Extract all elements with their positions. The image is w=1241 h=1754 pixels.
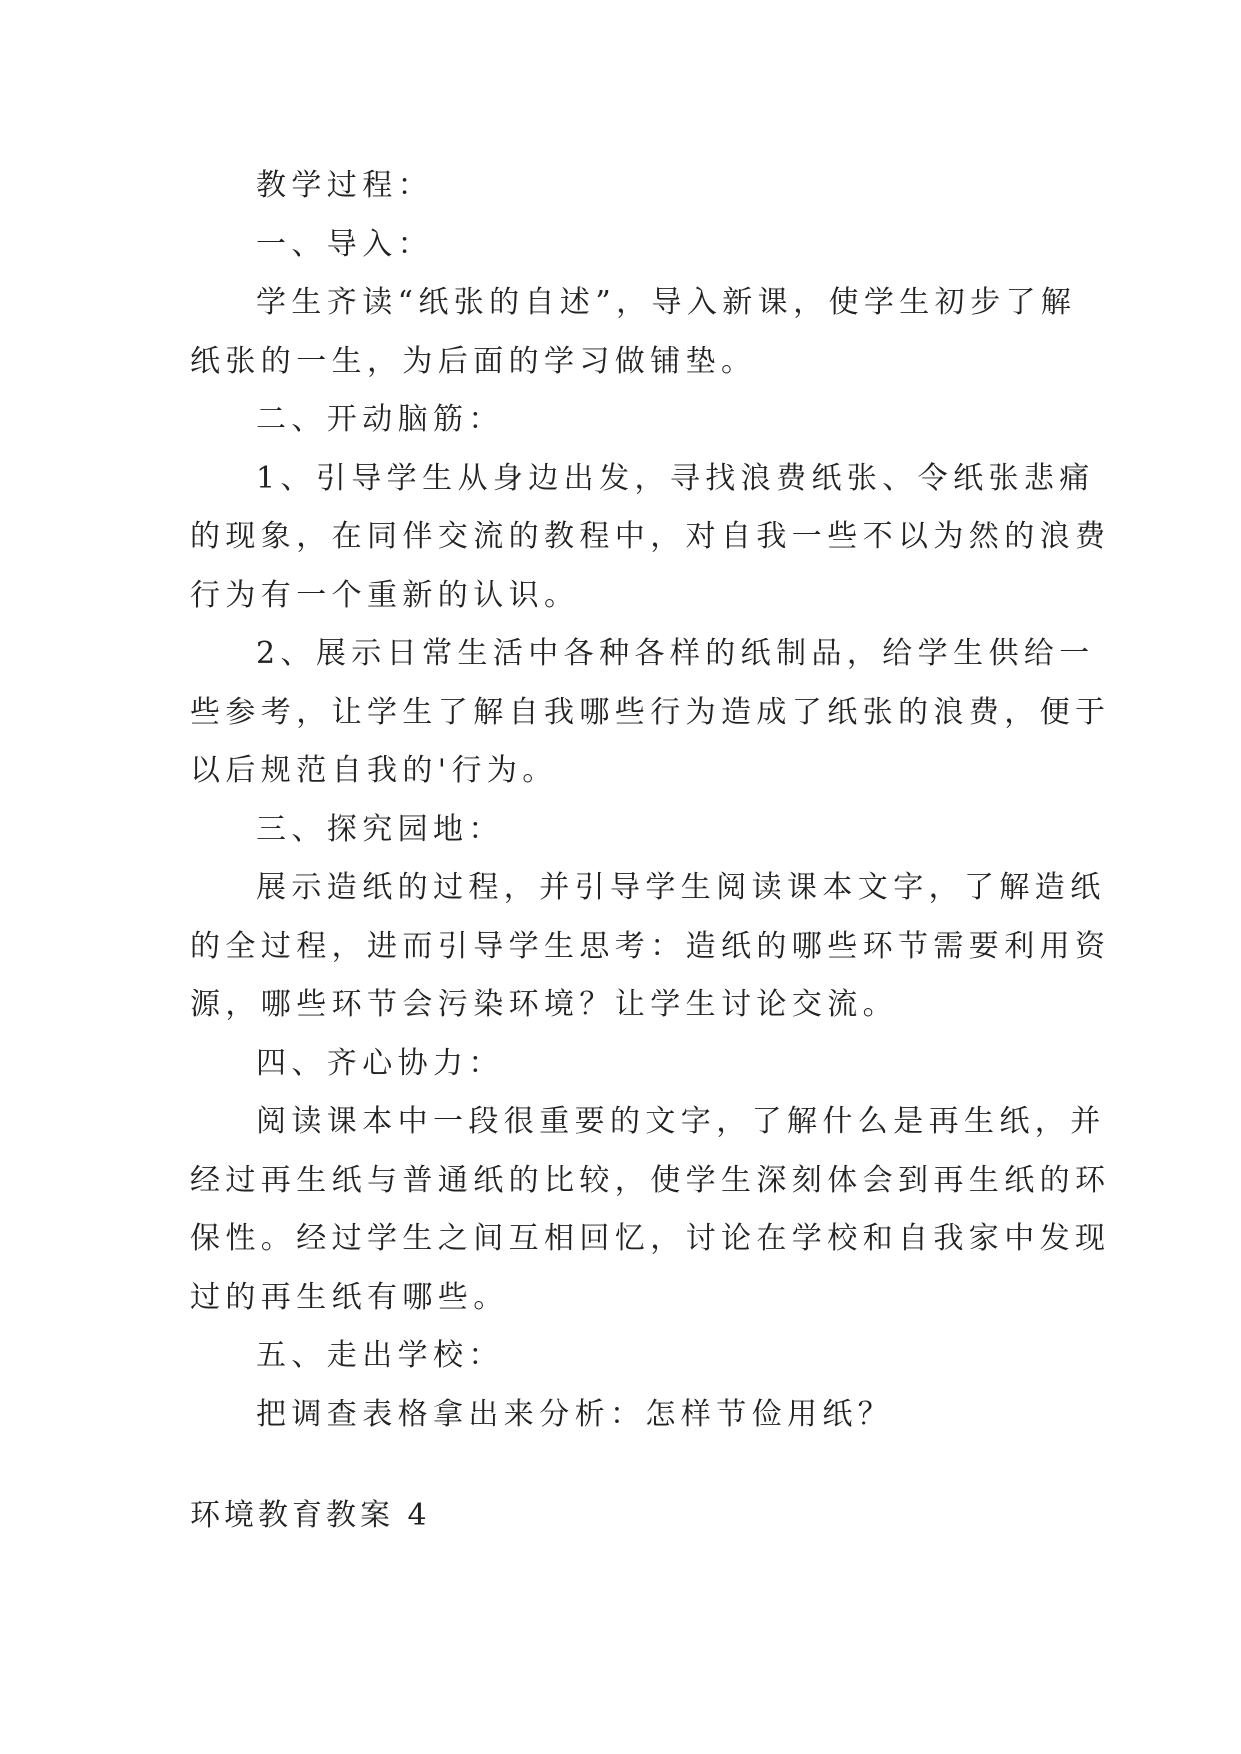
document-body [190,157,1111,1444]
next-section-title: 环境教育教案 4 [190,1498,431,1533]
paragraph-line: 以后规范自我的'行为。 [190,753,558,788]
paragraph-line: 源，哪些环节会污染环境？让学生讨论交流。 [190,987,898,1022]
paragraph-line: 阅读课本中一段很重要的文字，了解什么是再生纸，并 [256,1104,1106,1139]
paragraph-line: 展示造纸的过程，并引导学生阅读课本文字，了解造纸 [256,870,1106,905]
paragraph-line: 保性。经过学生之间互相回忆，讨论在学校和自我家中发现 [190,1221,1111,1256]
section-heading-exploration: 三、探究园地： [256,811,504,847]
heading-teaching-process: 教学过程： [256,168,433,203]
section-heading-cooperation: 四、齐心协力： [256,1045,504,1081]
section-heading-introduction: 一、导入： [256,226,433,262]
paragraph-line: 把调查表格拿出来分析：怎样节俭用纸？ [256,1396,894,1432]
paragraph-line: 1、引导学生从身边出发，寻找浪费纸张、令纸张悲痛 [256,460,1095,496]
paragraph-line: 经过再生纸与普通纸的比较，使学生深刻体会到再生纸的环 [190,1162,1111,1198]
paragraph-line: 纸张的一生，为后面的学习做铺垫。 [190,343,757,379]
paragraph-line: 行为有一个重新的认识。 [190,577,580,613]
section-heading-brainstorm: 二、开动脑筋： [256,402,504,437]
paragraph-line: 过的再生纸有哪些。 [190,1279,509,1315]
paragraph-line: 2、展示日常生活中各种各样的纸制品，给学生供给一 [256,636,1095,671]
paragraph-line: 的现象，在同伴交流的教程中，对自我一些不以为然的浪费 [190,519,1111,554]
section-heading-out-of-school: 五、走出学校： [256,1338,504,1373]
paragraph-line: 的全过程，进而引导学生思考：造纸的哪些环节需要利用资 [190,928,1111,964]
paragraph-line: 学生齐读“纸张的自述”，导入新课，使学生初步了解 [256,285,1077,320]
paragraph-line: 些参考，让学生了解自我哪些行为造成了纸张的浪费，便于 [190,694,1111,730]
